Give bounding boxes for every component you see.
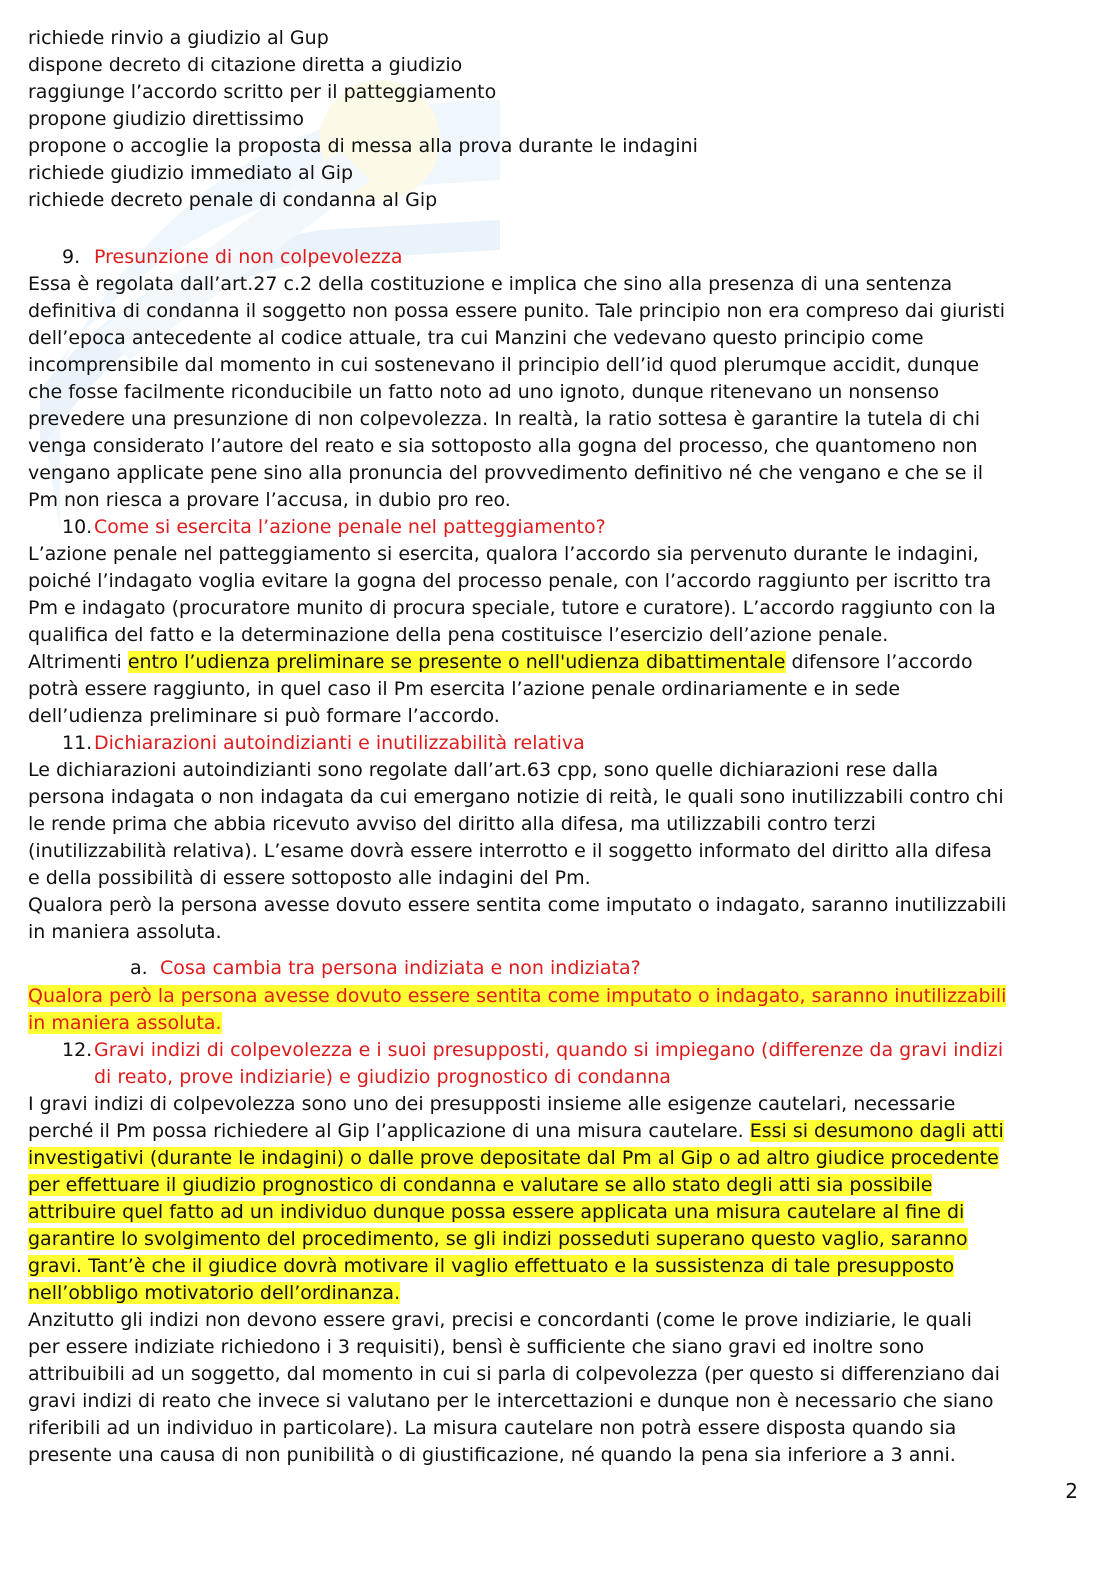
highlighted-line — [28, 1010, 222, 1037]
intro-line: richiede rinvio a giudizio al Gup — [28, 27, 329, 49]
paragraph-line: attribuibili ad un soggetto, dal momento in cui si parla di colpevolezza (per questo si differenziano dai — [28, 1363, 1000, 1385]
highlighted-line — [28, 983, 1006, 1010]
intro-line: propone giudizio direttissimo — [28, 108, 304, 130]
highlighted-text: Qualora però la persona avesse dovuto essere sentita come imputato o indagato, saranno inutilizzabili — [28, 985, 1007, 1007]
paragraph-line: potrà essere raggiunto, in quel caso il Pm esercita l’azione penale ordinariamente e in sede — [28, 678, 901, 700]
paragraph-line: che fosse facilmente riconducibile un fatto noto ad uno ignoto, dunque ritenevano un nonsenso — [28, 381, 940, 403]
paragraph-line: riferibili ad un individuo in particolare). La misura cautelare non potrà essere disposta quando sia — [28, 1417, 957, 1439]
highlighted-text: in maniera assoluta. — [28, 1012, 222, 1034]
section-9-number: 9. — [62, 246, 81, 268]
paragraph-line: dell’epoca antecedente al codice attuale, tra cui Manzini che vedevano questo principio come — [28, 327, 924, 349]
paragraph-line: definitiva di condanna il soggetto non possa essere punito. Tale principio non era compreso dai giuristi — [28, 300, 1005, 322]
paragraph-line: Qualora però la persona avesse dovuto essere sentita come imputato o indagato, saranno inutilizzabili — [28, 894, 1007, 916]
highlighted-text: gravi. Tant’è che il giudice dovrà motivare il vaglio effettuato e la sussistenza di tale presupposto — [28, 1255, 955, 1277]
paragraph-line: Anzitutto gli indizi non devono essere gravi, precisi e concordanti (come le prove indiziarie, le quali — [28, 1309, 972, 1331]
highlighted-text: per effettuare il giudizio prognostico di condanna e valutare se allo stato degli atti sia possibile — [28, 1174, 933, 1196]
highlighted-text: attribuire quel fatto ad un individuo dunque possa essere applicata una misura cautelare al fine di — [28, 1201, 965, 1223]
highlighted-line — [28, 1280, 400, 1307]
paragraph-line: venga considerato l’autore del reato e sia sottoposto alla gogna del processo, che quantomeno non — [28, 435, 978, 457]
paragraph-line: prevedere una presunzione di non colpevolezza. In realtà, la ratio sottesa è garantire la tutela di chi — [28, 408, 981, 430]
highlighted-line — [28, 1199, 964, 1226]
paragraph-line: I gravi indizi di colpevolezza sono uno dei presupposti insieme alle esigenze cautelari, necessarie — [28, 1093, 956, 1115]
section-10-heading: Come si esercita l’azione penale nel patteggiamento? — [94, 516, 606, 538]
paragraph-line: Le dichiarazioni autoindizianti sono regolate dall’art.63 cpp, sono quelle dichiarazioni rese dalla — [28, 759, 939, 781]
paragraph-line: incomprensibile dal momento in cui sostenevano il principio dell’id quod plerumque accidit, dunque — [28, 354, 980, 376]
intro-line: raggiunge l’accordo scritto per il patteggiamento — [28, 81, 497, 103]
paragraph-line: poiché l’indagato voglia evitare la gogna del processo penale, con l’accordo raggiunto per iscritto tra — [28, 570, 992, 592]
subsection-a-heading: Cosa cambia tra persona indiziata e non indiziata? — [160, 957, 641, 979]
section-12-number: 12. — [62, 1039, 93, 1061]
section-12-heading-cont: di reato, prove indiziarie) e giudizio prognostico di condanna — [94, 1066, 671, 1088]
highlighted-line — [28, 1145, 999, 1172]
paragraph-line: (inutilizzabilità relativa). L’esame dovrà essere interrotto e il soggetto informato del diritto alla difesa — [28, 840, 992, 862]
highlighted-text: entro l’udienza preliminare se presente o nell'udienza dibattimentale — [127, 651, 786, 673]
highlighted-text: nell’obbligo motivatorio dell’ordinanza. — [28, 1282, 401, 1304]
subsection-a-number: a. — [130, 957, 148, 979]
paragraph-line: e della possibilità di essere sottoposto alle indagini del Pm. — [28, 867, 591, 889]
paragraph-line: presente una causa di non punibilità o di giustificazione, né quando la pena sia inferiore a 3 anni. — [28, 1444, 956, 1466]
section-9-heading: Presunzione di non colpevolezza — [94, 246, 403, 268]
intro-line: dispone decreto di citazione diretta a giudizio — [28, 54, 463, 76]
text-span: difensore l’accordo — [785, 651, 973, 673]
highlighted-text: garantire lo svolgimento del procedimento, se gli indizi posseduti superano questo vaglio, saranno — [28, 1228, 968, 1250]
paragraph-line: persona indagata o non indagata da cui emergano notizie di reità, le quali sono inutilizzabili contro chi — [28, 786, 1004, 808]
highlighted-line — [28, 1172, 932, 1199]
paragraph-line: qualifica del fatto e la determinazione della pena costituisce l’esercizio dell’azione penale. — [28, 624, 889, 646]
intro-line: richiede decreto penale di condanna al Gip — [28, 189, 438, 211]
paragraph-line: per essere indiziate richiedono i 3 requisiti), bensì è sufficiente che siano gravi ed inoltre sono — [28, 1336, 925, 1358]
paragraph-line: Pm non riesca a provare l’accusa, in dubio pro reo. — [28, 489, 511, 511]
paragraph-line: vengano applicate pene sino alla pronuncia del provvedimento definitivo né che vengano e che se il — [28, 462, 984, 484]
highlighted-text: investigativi (durante le indagini) o dalle prove depositate dal Pm al Gip o ad altro giudice procedente — [28, 1147, 999, 1169]
highlighted-line — [28, 1253, 954, 1280]
intro-line: richiede giudizio immediato al Gip — [28, 162, 354, 184]
section-11-number: 11. — [62, 732, 93, 754]
text-span: Altrimenti — [28, 651, 128, 673]
paragraph-line: dell’udienza preliminare si può formare l’accordo. — [28, 705, 500, 727]
paragraph-line-highlighted — [28, 1118, 1004, 1145]
paragraph-line: Essa è regolata dall’art.27 c.2 della costituzione e implica che sino alla presenza di una sentenza — [28, 273, 953, 295]
paragraph-line: gravi indizi di reato che invece si valutano per le intercettazioni e dunque non è necessario che siano — [28, 1390, 994, 1412]
paragraph-line: L’azione penale nel patteggiamento si esercita, qualora l’accordo sia pervenuto durante le indagini, — [28, 543, 979, 565]
paragraph-line: Pm e indagato (procuratore munito di procura speciale, tutore e curatore). L’accordo raggiunto con la — [28, 597, 996, 619]
intro-line: propone o accoglie la proposta di messa alla prova durante le indagini — [28, 135, 698, 157]
highlighted-text: Essi si desumono dagli atti — [749, 1120, 1004, 1142]
text-span: perché il Pm possa richiedere al Gip l’applicazione di una misura cautelare. — [28, 1120, 750, 1142]
section-12-heading: Gravi indizi di colpevolezza e i suoi presupposti, quando si impiegano (differenze da gravi indizi — [94, 1039, 1004, 1061]
section-10-number: 10. — [62, 516, 93, 538]
paragraph-line: le rende prima che abbia ricevuto avviso del diritto alla difesa, ma utilizzabili contro terzi — [28, 813, 876, 835]
paragraph-line-highlighted — [28, 649, 973, 676]
page-number: 2 — [1065, 1479, 1078, 1503]
highlighted-line — [28, 1226, 968, 1253]
paragraph-line: in maniera assoluta. — [28, 921, 222, 943]
section-11-heading: Dichiarazioni autoindizianti e inutilizzabilità relativa — [94, 732, 585, 754]
